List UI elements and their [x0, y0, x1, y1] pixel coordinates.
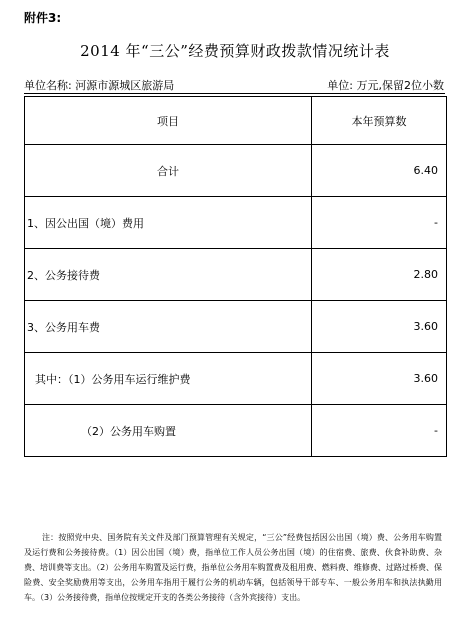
row-item-vehicle: 3、公务用车费 [25, 301, 312, 353]
attachment-label: 附件3: [24, 11, 62, 25]
footnote: 注：按照党中央、国务院有关文件及部门预算管理有关规定，“三公”经费包括因公出国（境）费、公务用车购置及运行费和公务接待费。（1）因公出国（境）费，指单位工作人员公务出国（境）的住宿费、旅费、伙食补助费、杂费、培训费等支出。（2）公务用车购置及运行费，指单位公务用车购置费及租用费、燃料费、维修费、过路过桥费、保险费、安全奖励费用等支出，公务用车指用于履行公务的机动车辆，包括领导干部专车、一般公务用车和执法执勤用车。（3）公务接待费，指单位按规定开支的各类公务接待（含外宾接待）支出。 [24, 533, 442, 602]
row-item-vehicle-maintenance: 其中：（1）公务用车运行维护费 [25, 353, 312, 405]
table-row [25, 301, 447, 353]
budget-table [24, 96, 447, 457]
table-row [25, 353, 447, 405]
unit-name: 单位名称: 河源市源城区旅游局 [24, 79, 175, 92]
row-value-vehicle: 3.60 [312, 301, 447, 353]
column-header-item: 项目 [25, 97, 312, 145]
row-item-overseas: 1、因公出国（境）费用 [25, 197, 312, 249]
row-value-total: 6.40 [312, 145, 447, 197]
table-row [25, 145, 447, 197]
unit-note: 单位: 万元,保留2位小数 [327, 79, 444, 92]
table-header-row [25, 97, 447, 145]
row-value-overseas: - [312, 197, 447, 249]
row-value-vehicle-purchase: - [312, 405, 447, 457]
column-header-budget: 本年预算数 [312, 97, 447, 145]
page-title: 2014 年“三公”经费预算财政拨款情况统计表 [80, 42, 390, 60]
table-row [25, 197, 447, 249]
row-item-total: 合计 [25, 145, 312, 197]
row-value-reception: 2.80 [312, 249, 447, 301]
table-row [25, 405, 447, 457]
header-rule [24, 93, 445, 94]
row-item-reception: 2、公务接待费 [25, 249, 312, 301]
row-value-vehicle-maintenance: 3.60 [312, 353, 447, 405]
table-row [25, 249, 447, 301]
row-item-vehicle-purchase: （2）公务用车购置 [25, 405, 312, 457]
